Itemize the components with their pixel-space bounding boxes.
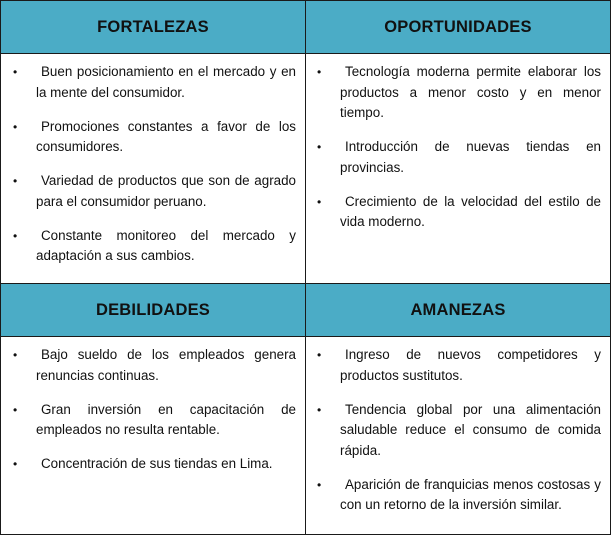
bullet-icon: • bbox=[13, 457, 18, 471]
debilidades-list bbox=[13, 345, 296, 475]
amenazas-header bbox=[305, 283, 611, 337]
list-item: • Bajo sueldo de los empleados genera renuncias continuas. bbox=[13, 347, 296, 383]
oportunidades-body bbox=[305, 53, 611, 284]
bullet-icon: • bbox=[317, 348, 322, 362]
fortalezas-body bbox=[0, 53, 306, 284]
list-item: • Aparición de franquicias menos costosas y con un retorno de la inversión similar. bbox=[317, 476, 601, 512]
fortalezas-header bbox=[0, 0, 306, 54]
bullet-icon: • bbox=[317, 194, 322, 209]
amenazas-list bbox=[317, 345, 601, 516]
bullet-icon: • bbox=[13, 228, 18, 243]
debilidades-header bbox=[0, 283, 306, 337]
oportunidades-list bbox=[317, 62, 601, 233]
amenazas-title: AMANEZAS bbox=[410, 300, 506, 319]
list-item: • Ingreso de nuevos competidores y productos sustitutos. bbox=[317, 347, 601, 383]
list-item: • Constante monitoreo del mercado y adaptación a sus cambios. bbox=[13, 227, 296, 263]
bullet-icon: • bbox=[13, 174, 18, 188]
list-item: • Tendencia global por una alimentación saludable reduce el consumo de comida rápida. bbox=[317, 401, 601, 458]
bullet-icon: • bbox=[317, 140, 322, 154]
oportunidades-header bbox=[305, 0, 611, 54]
oportunidades-title: OPORTUNIDADES bbox=[384, 17, 532, 36]
bullet-icon: • bbox=[317, 65, 322, 79]
bullet-icon: • bbox=[13, 65, 18, 79]
fortalezas-list bbox=[13, 62, 296, 267]
bullet-icon: • bbox=[13, 119, 18, 134]
list-item: • Promociones constantes a favor de los consumidores. bbox=[13, 118, 296, 154]
list-item: • Crecimiento de la velocidad del estilo de vida moderno. bbox=[317, 193, 601, 229]
list-item: • Introducción de nuevas tiendas en provincias. bbox=[317, 139, 601, 175]
list-item: • Variedad de productos que son de agrado para el consumidor peruano. bbox=[13, 173, 296, 209]
fortalezas-title: FORTALEZAS bbox=[97, 17, 209, 36]
list-item: • Buen posicionamiento en el mercado y en la mente del consumidor. bbox=[13, 64, 296, 100]
bullet-icon: • bbox=[317, 477, 322, 492]
bullet-icon: • bbox=[13, 402, 18, 417]
debilidades-body bbox=[0, 336, 306, 535]
amenazas-body bbox=[305, 336, 611, 535]
list-item: • Concentración de sus tiendas en Lima. bbox=[36, 454, 296, 475]
list-item: • Gran inversión en capacitación de empleados no resulta rentable. bbox=[13, 401, 296, 437]
list-item: • Tecnología moderna permite elaborar los productos a menor costo y en menor tiempo. bbox=[317, 64, 601, 120]
debilidades-title: DEBILIDADES bbox=[95, 300, 211, 319]
bullet-icon: • bbox=[317, 402, 322, 417]
bullet-icon: • bbox=[13, 348, 18, 362]
